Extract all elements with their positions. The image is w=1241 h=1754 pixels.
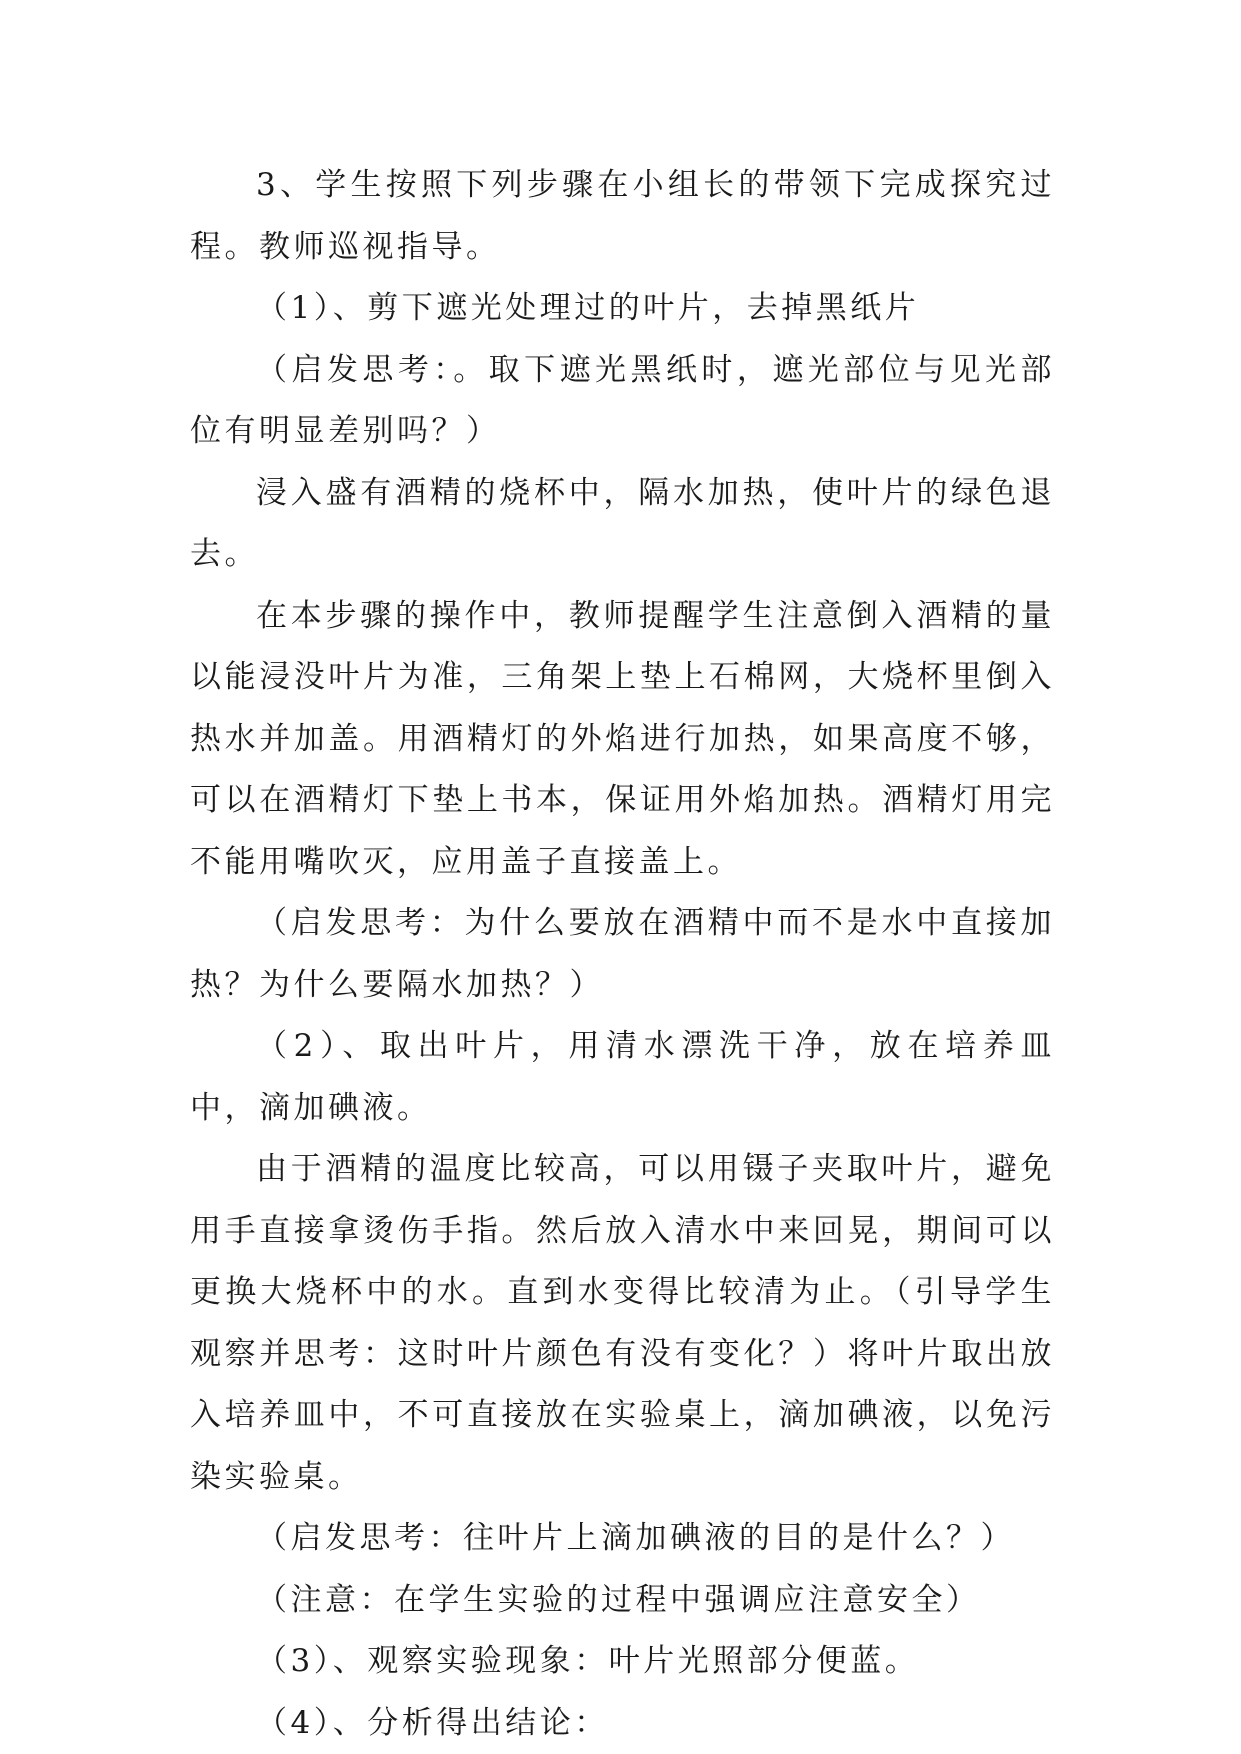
paragraph-safety-note: （注意：在学生实验的过程中强调应注意安全）	[256, 1581, 981, 1618]
paragraph-rinse-instructions: 由于酒精的温度比较高，可以用镊子夹取叶片，避免用手直接拿烫伤手指。然后放入清水中来回晃，期间可以更换大烧杯中的水。直到水变得比较清为止。（引导学生观察并思考：这时叶片颜色有没有变化？）将叶片取出放入培养皿中，不可直接放在实验桌上，滴加碘液，以免污染实验桌。	[190, 1151, 1055, 1495]
paragraph-prompt-2: （启发思考：为什么要放在酒精中而不是水中直接加热？为什么要隔水加热？）	[190, 905, 1055, 1003]
paragraph-prompt-3: （启发思考：往叶片上滴加碘液的目的是什么？）	[256, 1520, 1015, 1556]
paragraph-alcohol-soak: 浸入盛有酒精的烧杯中，隔水加热，使叶片的绿色退去。	[190, 474, 1055, 572]
paragraph-step-3-intro: 3、学生按照下列步骤在小组长的带领下完成探究过程。教师巡视指导。	[190, 167, 1055, 265]
paragraph-prompt-1: （启发思考：。取下遮光黑纸时，遮光部位与见光部位有明显差别吗？）	[190, 351, 1055, 449]
paragraph-heating-instructions: 在本步骤的操作中，教师提醒学生注意倒入酒精的量以能浸没叶片为准，三角架上垫上石棉网，大烧杯里倒入热水并加盖。用酒精灯的外焰进行加热，如果高度不够，可以在酒精灯下垫上书本，保证用外焰加热。酒精灯用完不能用嘴吹灭，应用盖子直接盖上。	[190, 597, 1055, 880]
paragraph-step-2: （2）、取出叶片，用清水漂洗干净，放在培养皿中，滴加碘液。	[190, 1028, 1055, 1126]
paragraph-step-3: （3）、观察实验现象：叶片光照部分便蓝。	[256, 1643, 920, 1679]
paragraph-step-1: （1）、剪下遮光处理过的叶片，去掉黑纸片	[256, 290, 920, 326]
paragraph-step-4: （4）、分析得出结论：	[256, 1704, 609, 1741]
document-body	[190, 155, 1055, 1754]
